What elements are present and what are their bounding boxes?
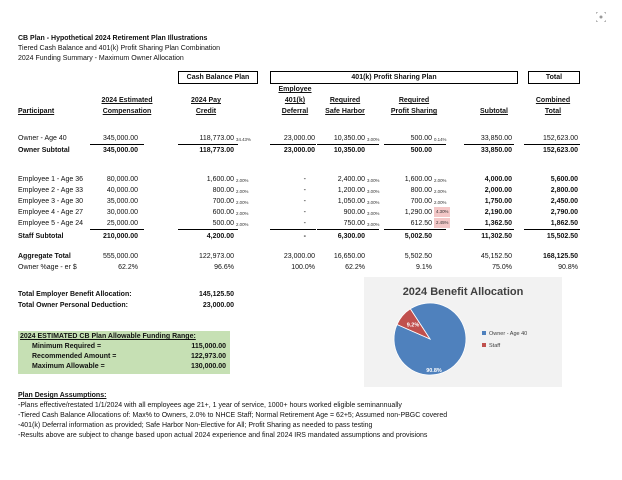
pay-credit-cell: 118,773.00 (199, 147, 234, 154)
participant-name: Employee 4 - Age 27 (18, 209, 83, 216)
pay-credit-pct: 2.00% (236, 189, 249, 194)
combined-total-header-1: Combined (535, 97, 571, 104)
cash-balance-group-header: Cash Balance Plan (178, 71, 258, 84)
deferral-cell: - (303, 220, 306, 227)
rule (90, 144, 144, 145)
combined-total-cell: 152,623.00 (542, 135, 578, 142)
rule (384, 229, 446, 230)
combined-total-cell: 5,600.00 (550, 176, 578, 183)
compensation-cell: 210,000.00 (102, 233, 138, 240)
pay-credit-cell: 700.00 (212, 198, 234, 205)
recommended-amount-value: 122,973.00 (190, 353, 226, 360)
assumption-line: -401(k) Deferral information as provided; Safe Harbor Non-Elective for All; Profit Sharing as needed to pass testing (18, 422, 373, 429)
pay-header-1: 2024 Pay (191, 97, 221, 104)
safe-harbor-pct: 3.00% (367, 189, 380, 194)
subtotal-cell: 33,850.00 (480, 147, 512, 154)
pie-chart-svg (364, 277, 562, 387)
profit-sharing-pct-highlight: 4.30% (434, 207, 450, 217)
compensation-cell: 345,000.00 (102, 147, 138, 154)
compensation-cell: 30,000.00 (106, 209, 138, 216)
row-label: Aggregate Total (18, 253, 71, 260)
combined-total-cell: 1,862.50 (550, 220, 578, 227)
deferral-cell: - (303, 187, 306, 194)
profit-sharing-cell: 9.1% (416, 264, 432, 271)
combined-total-cell: 152,623.00 (542, 147, 578, 154)
subtotal-cell: 11,302.50 (481, 233, 512, 240)
rule (270, 144, 316, 145)
pay-credit-cell: 118,773.00 (199, 135, 234, 142)
deferral-cell: - (303, 176, 306, 183)
pie-data-label: 90.8% (426, 368, 442, 374)
safe-harbor-cell: 750.00 (343, 220, 365, 227)
participant-header: Participant (18, 108, 55, 115)
rule (178, 144, 238, 145)
combined-total-cell: 2,450.00 (550, 198, 578, 205)
total-group-header: Total (528, 71, 580, 84)
safe-harbor-cell: 900.00 (343, 209, 365, 216)
rule (317, 229, 379, 230)
assumptions-title: Plan Design Assumptions: (18, 392, 107, 399)
minimum-required-label: Minimum Required = (32, 343, 102, 350)
deferral-cell: 23,000.00 (283, 135, 315, 142)
rule (464, 229, 514, 230)
profit-sharing-cell: 612.50 (410, 220, 432, 227)
pay-credit-pct: 2.00% (236, 200, 249, 205)
safe-harbor-pct: 3.00% (367, 178, 380, 183)
comp-header-1: 2024 Estimated (101, 97, 153, 104)
safe-harbor-cell: 1,200.00 (337, 187, 365, 194)
funding-range-title: 2024 ESTIMATED CB Plan Allowable Funding Range: (20, 333, 196, 340)
combined-total-cell: 2,790.00 (550, 209, 578, 216)
profit-sharing-pct: 2.00% (434, 189, 447, 194)
combined-total-cell: 2,800.00 (550, 187, 578, 194)
safe-harbor-header-1: Required (329, 97, 361, 104)
legend-label: Staff (489, 343, 501, 349)
safe-harbor-cell: 10,350.00 (333, 135, 365, 142)
pay-credit-cell: 600.00 (212, 209, 234, 216)
safe-harbor-pct: 3.00% (367, 200, 380, 205)
report-subtitle-2: 2024 Funding Summary - Maximum Owner Allocation (18, 55, 184, 62)
pay-credit-cell: 96.6% (214, 264, 234, 271)
compensation-cell: 62.2% (118, 264, 138, 271)
pay-credit-pct: 2.00% (236, 178, 249, 183)
owner-deduction-value: 23,000.00 (202, 302, 234, 309)
legend-label: Owner - Age 40 (489, 331, 528, 337)
employer-allocation-label: Total Employer Benefit Allocation: (18, 291, 132, 298)
pay-credit-pct: 34.43% (236, 137, 251, 142)
profit-sharing-cell: 1,290.00 (404, 209, 432, 216)
subtotal-header: Subtotal (480, 108, 508, 115)
compensation-cell: 40,000.00 (106, 187, 138, 194)
assumption-line: -Tiered Cash Balance Allocations of: Max% to Owners, 2.0% to NHCE Staff; Normal Retirement Age = 62+5; Assumed non-PBGC covered (18, 412, 448, 419)
deferral-header-3: Deferral (281, 108, 309, 115)
safe-harbor-cell: 16,650.00 (333, 253, 365, 260)
maximum-allowable-value: 130,000.00 (190, 363, 226, 370)
deferral-cell: 23,000.00 (283, 253, 315, 260)
combined-total-cell: 15,502.50 (546, 233, 578, 240)
profit-sharing-cell: 800.00 (410, 187, 432, 194)
assumption-line: -Results above are subject to change based upon actual 2024 experience and final 2024 IRS mandated assumptions and provisions (18, 432, 428, 439)
row-label: Owner %age - er $ (18, 264, 77, 271)
compensation-cell: 80,000.00 (106, 176, 138, 183)
participant-name: Owner - Age 40 (18, 135, 67, 142)
legend-swatch (482, 343, 486, 347)
compensation-cell: 345,000.00 (102, 135, 138, 142)
compensation-cell: 35,000.00 (106, 198, 138, 205)
rule (317, 144, 379, 145)
pay-credit-pct: 2.00% (236, 222, 249, 227)
profit-sharing-pct-highlight: 2.45% (434, 218, 450, 228)
owner-deduction-label: Total Owner Personal Deduction: (18, 302, 128, 309)
report-subtitle: Tiered Cash Balance and 401(k) Profit Sharing Plan Combination (18, 45, 221, 52)
participant-name: Employee 3 - Age 30 (18, 198, 83, 205)
assumption-line: -Plans effective/restated 1/1/2024 with all employees age 21+, 1 year of service, 1000+ hours worked eligible seminannually (18, 402, 402, 409)
subtotal-cell: 1,750.00 (484, 198, 512, 205)
deferral-header-2: 401(k) (284, 97, 306, 104)
rule (464, 144, 514, 145)
rule (178, 229, 238, 230)
participant-name: Employee 2 - Age 33 (18, 187, 83, 194)
profit-sharing-cell: 500.00 (410, 147, 432, 154)
deferral-cell: - (303, 198, 306, 205)
profit-sharing-cell: 1,600.00 (404, 176, 432, 183)
safe-harbor-pct: 3.00% (367, 211, 380, 216)
safe-harbor-cell: 1,050.00 (337, 198, 365, 205)
subtotal-cell: 2,000.00 (484, 187, 512, 194)
pay-credit-cell: 500.00 (212, 220, 234, 227)
pay-credit-cell: 4,200.00 (206, 233, 234, 240)
profit-sharing-group-header: 401(k) Profit Sharing Plan (270, 71, 518, 84)
subtotal-cell: 75.0% (492, 264, 512, 271)
pay-credit-pct: 2.00% (236, 211, 249, 216)
rule (524, 229, 580, 230)
deferral-cell: 100.0% (291, 264, 315, 271)
deferral-cell: - (303, 209, 306, 216)
safe-harbor-cell: 62.2% (345, 264, 365, 271)
participant-name: Employee 5 - Age 24 (18, 220, 83, 227)
deferral-header-1: Employee (278, 86, 312, 93)
combined-total-cell: 90.8% (558, 264, 578, 271)
subtotal-cell: 2,190.00 (484, 209, 512, 216)
safe-harbor-cell: 2,400.00 (337, 176, 365, 183)
benefit-allocation-chart (364, 277, 562, 387)
pay-credit-cell: 800.00 (212, 187, 234, 194)
safe-harbor-pct: 3.00% (367, 137, 380, 142)
recommended-amount-label: Recommended Amount = (32, 353, 117, 360)
subtotal-cell: 45,152.50 (480, 253, 512, 260)
employer-allocation-value: 145,125.50 (198, 291, 234, 298)
profit-sharing-pct: 0.14% (434, 137, 447, 142)
safe-harbor-header-2: Safe Harbor (325, 108, 365, 115)
safe-harbor-pct: 3.00% (367, 222, 380, 227)
combined-total-cell: 168,125.50 (542, 253, 578, 260)
safe-harbor-cell: 10,350.00 (333, 147, 365, 154)
legend-swatch (482, 331, 486, 335)
rule (384, 144, 446, 145)
profit-sharing-header-1: Required (398, 97, 430, 104)
comp-header-2: Compensation (102, 108, 152, 115)
row-label: Staff Subtotal (18, 233, 64, 240)
maximum-allowable-label: Maximum Allowable = (32, 363, 105, 370)
profit-sharing-pct: 2.00% (434, 178, 447, 183)
minimum-required-value: 115,000.00 (191, 343, 226, 350)
report-title: CB Plan - Hypothetical 2024 Retirement Plan Illustrations (18, 35, 208, 42)
pay-header-2: Credit (195, 108, 217, 115)
profit-sharing-cell: 700.00 (410, 198, 432, 205)
compensation-cell: 25,000.00 (106, 220, 138, 227)
rule (524, 144, 580, 145)
deferral-cell: 23,000.00 (283, 147, 315, 154)
profit-sharing-cell: 500.00 (410, 135, 432, 142)
chart-title: 2024 Benefit Allocation (402, 286, 524, 298)
rule (270, 229, 316, 230)
rule (90, 229, 144, 230)
compensation-cell: 555,000.00 (102, 253, 138, 260)
row-label: Owner Subtotal (18, 147, 70, 154)
subtotal-cell: 33,850.00 (480, 135, 512, 142)
profit-sharing-header-2: Profit Sharing (390, 108, 438, 115)
combined-total-header-2: Total (544, 108, 562, 115)
pay-credit-cell: 122,973.00 (198, 253, 234, 260)
pie-data-label: 9.2% (406, 322, 420, 329)
subtotal-cell: 4,000.00 (484, 176, 512, 183)
share-icon[interactable] (596, 12, 606, 22)
participant-name: Employee 1 - Age 36 (18, 176, 83, 183)
deferral-cell: - (303, 233, 306, 240)
safe-harbor-cell: 6,300.00 (337, 233, 365, 240)
profit-sharing-pct: 2.00% (434, 200, 447, 205)
profit-sharing-cell: 5,002.50 (404, 233, 432, 240)
profit-sharing-cell: 5,502.50 (404, 253, 432, 260)
subtotal-cell: 1,362.50 (484, 220, 512, 227)
pay-credit-cell: 1,600.00 (206, 176, 234, 183)
